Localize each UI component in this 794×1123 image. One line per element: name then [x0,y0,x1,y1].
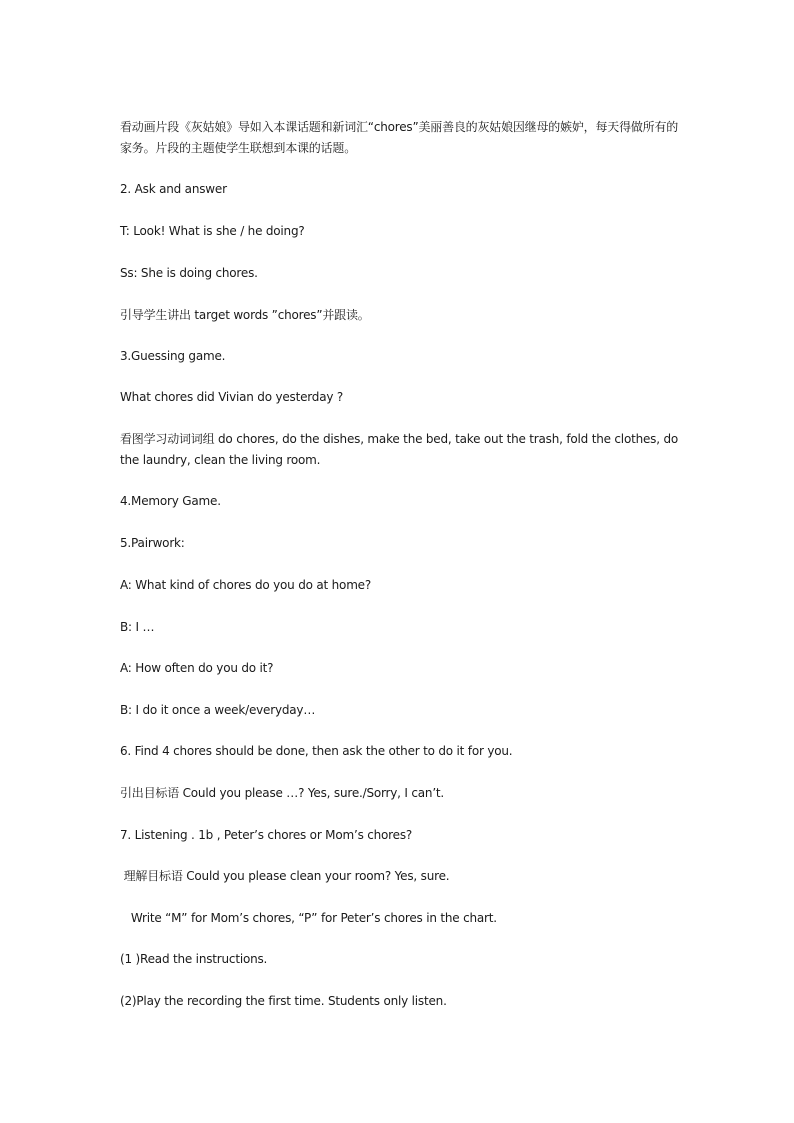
step-heading-listening: 7. Listening . 1b , Peter’s chores or Mom’s chores? [120,828,413,842]
step-heading-pairwork: 5.Pairwork: [120,536,185,550]
guessing-question: What chores did Vivian do yesterday ? [120,390,344,404]
target-language-line: 引出目标语 Could you please …? Yes, sure./Sorry, I can’t. [120,786,445,800]
dialogue-line-teacher: T: Look! What is she / he doing? [120,224,305,238]
step-heading-memory-game: 4.Memory Game. [120,494,221,508]
procedure-step-2: (2)Play the recording the first time. Students only listen. [120,994,447,1008]
understand-target-line: 理解目标语 Could you please clean your room? Yes, sure. [120,869,450,883]
pairwork-line-b2: B: I do it once a week/everyday… [120,703,316,717]
pairwork-line-a1: A: What kind of chores do you do at home? [120,578,372,592]
pairwork-line-b1: B: I … [120,620,155,634]
verb-phrases-paragraph: 看图学习动词词组 do chores, do the dishes, make the bed, take out the trash, fold the clothes, do the laundry, clean the living room. [120,432,682,467]
step-heading-find-chores: 6. Find 4 chores should be done, then ask the other to do it for you. [120,744,513,758]
write-chart-instruction: Write “M” for Mom’s chores, “P” for Peter’s chores in the chart. [120,911,497,925]
step-heading-ask-and-answer: 2. Ask and answer [120,182,227,196]
step-heading-guessing-game: 3.Guessing game. [120,349,226,363]
instruction-target-words: 引导学生讲出 target words ”chores”并跟读。 [120,308,370,322]
intro-paragraph: 看动画片段《灰姑娘》导如入本课话题和新词汇“chores”美丽善良的灰姑娘因继母的嫉妒，每天得做所有的家务。片段的主题使学生联想到本课的话题。 [120,120,679,155]
pairwork-line-a2: A: How often do you do it? [120,661,274,675]
dialogue-line-students: Ss: She is doing chores. [120,266,258,280]
procedure-step-1: (1 )Read the instructions. [120,952,268,966]
